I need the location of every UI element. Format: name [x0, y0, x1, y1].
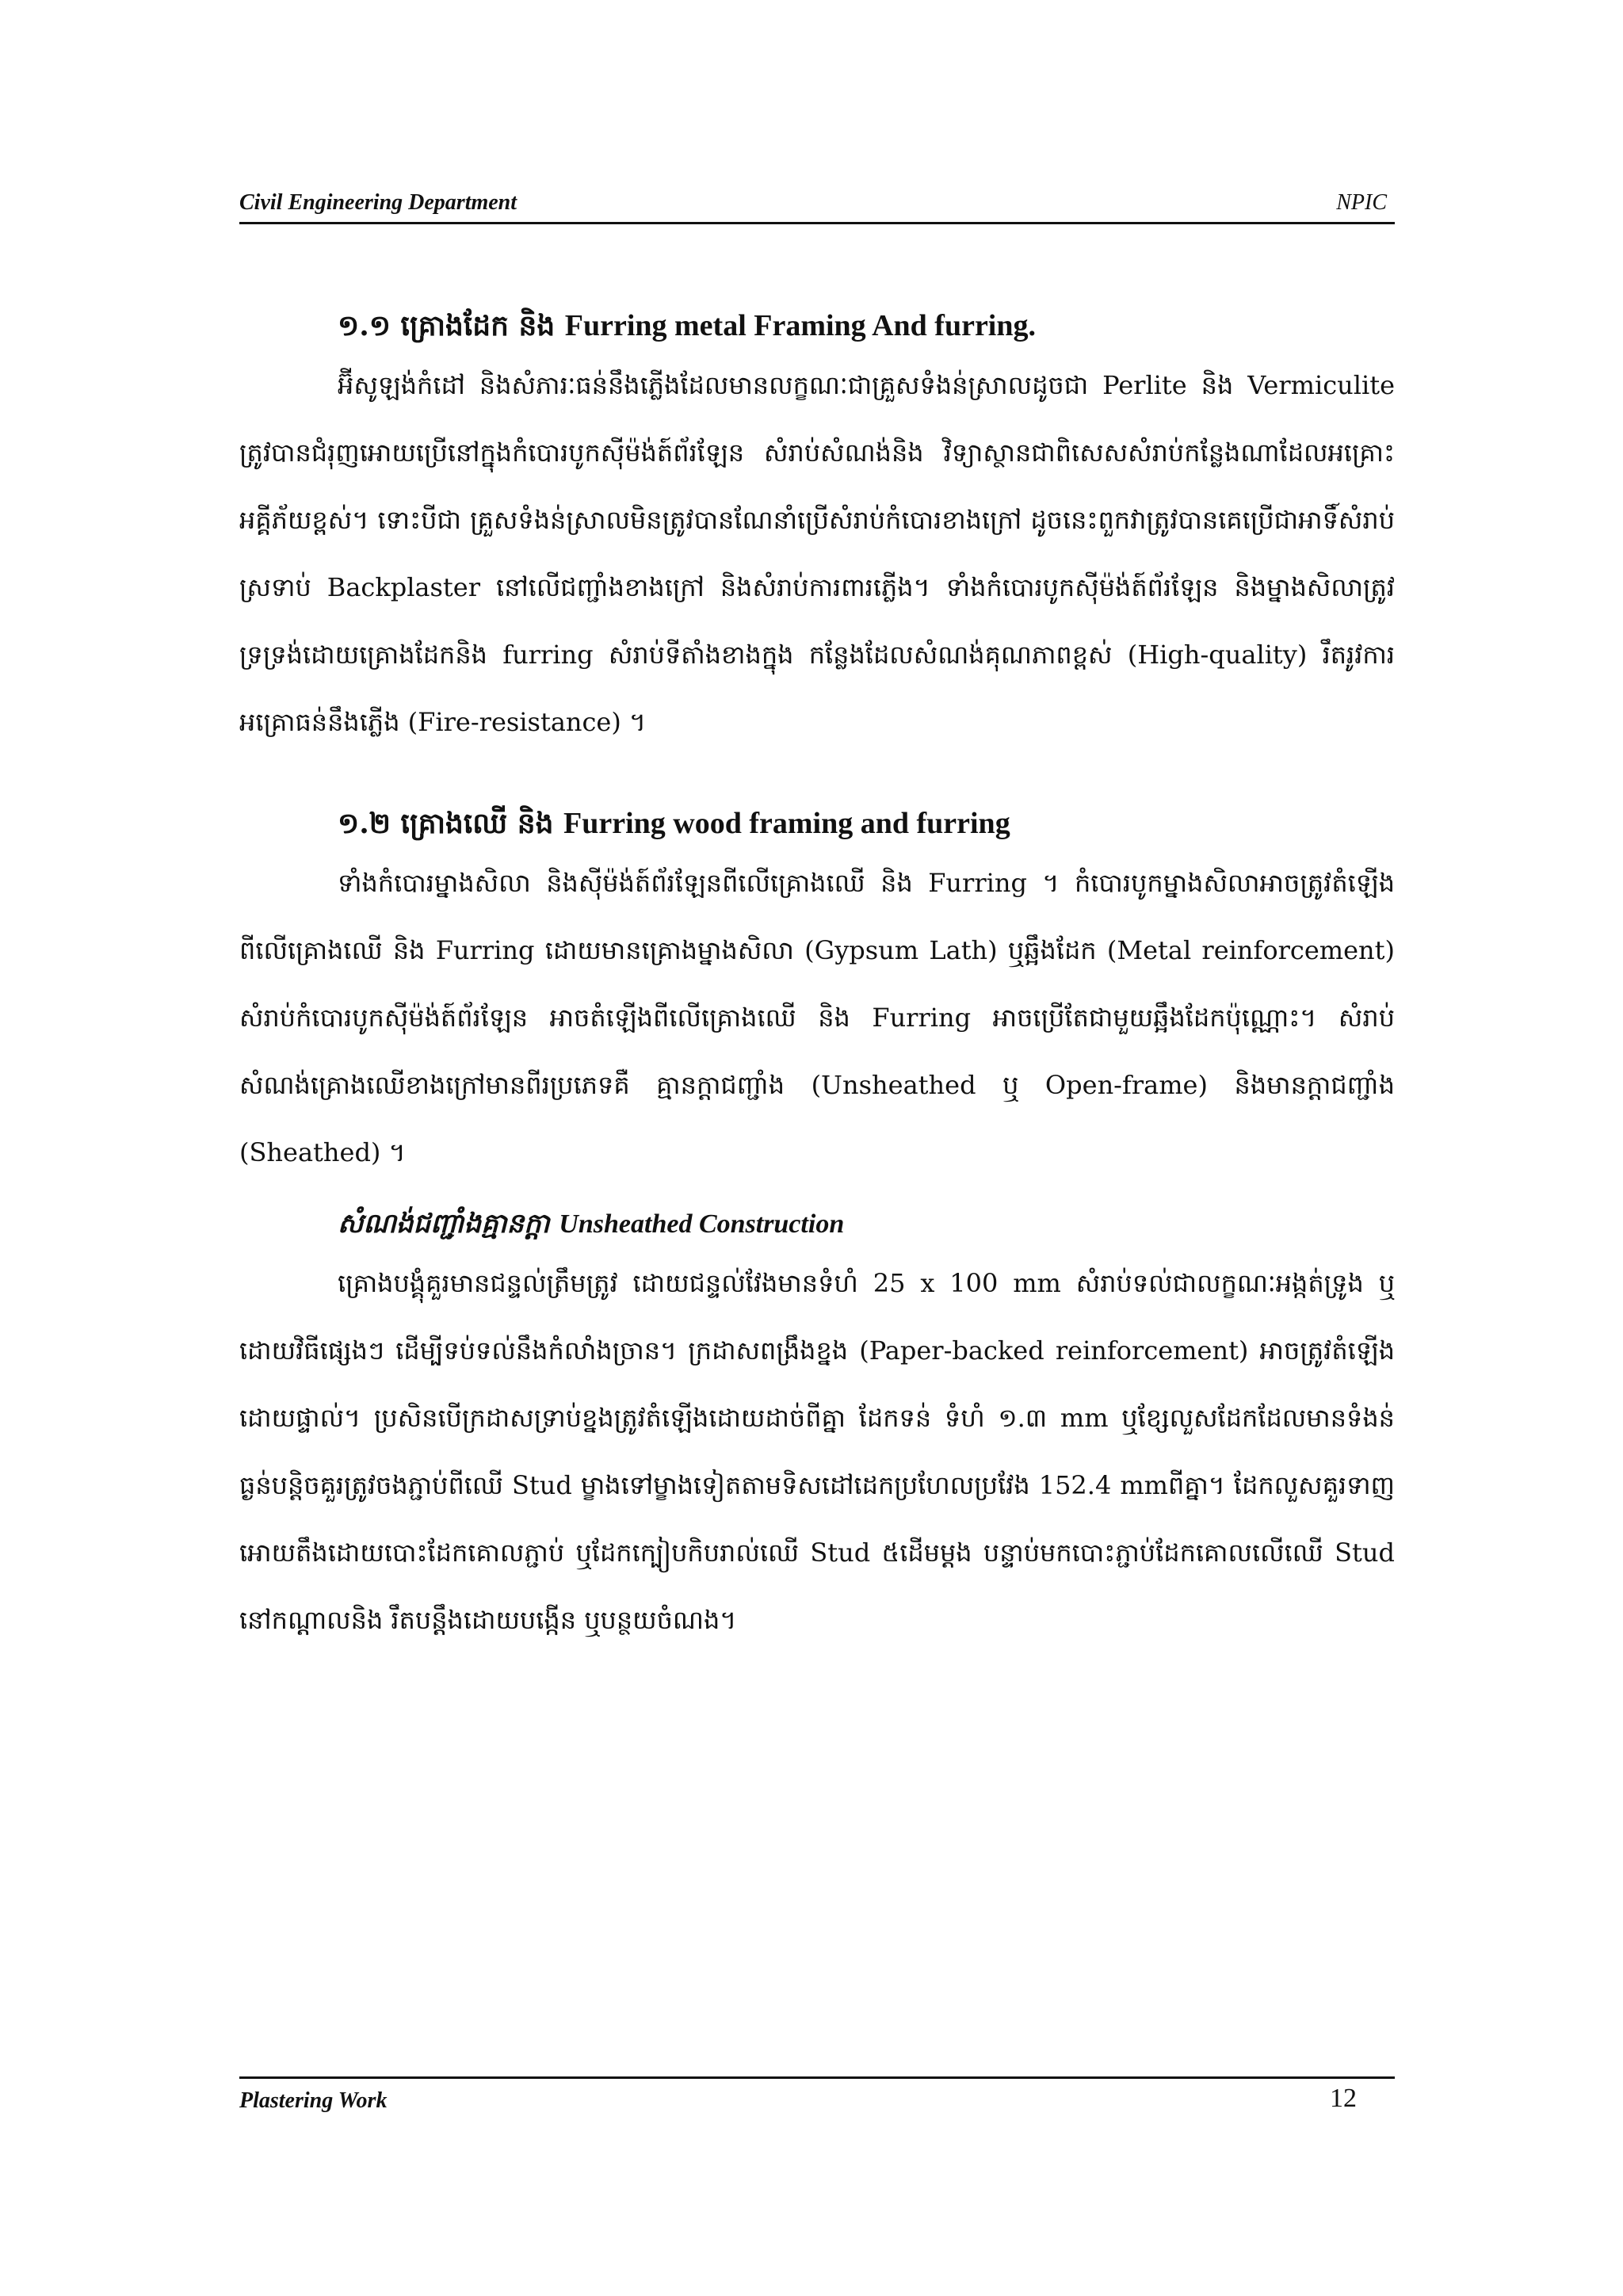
section-1-1-heading-en: Furring metal Framing And furring.: [564, 309, 1037, 342]
page-number: 12: [1330, 2084, 1357, 2113]
section-1-1-body: អ៊ីសូឡង់កំដៅ និងសំភារៈធន់នឹងភ្លើងដែលមានលក្ខណៈជាគ្រួសទំងន់ស្រាលដូចជា Perlite និង Vermiculite ត្រូវបានជំរុញអោយប្រើនៅក្នុងកំបោរបូកស៊ីម៉ង់ត៍ព័រឡែន សំរាប់សំណង់និង វិទ្យាស្ថានជាពិសេសសំរាប់កន្លែងណាដែលអគ្រោះអគ្គីភ័យខ្ពស់។ ទោះបីជា គ្រួសទំងន់ស្រាលមិនត្រូវបានណែនាំប្រើសំរាប់កំបោរខាងក្រៅ ដូចនេះពួកវាត្រូវបានគេប្រើជាអាទិ៍សំរាប់ស្រទាប់ Backplaster នៅលើជញ្ជាំងខាងក្រៅ និងសំរាប់ការពារភ្លើង។ ទាំងកំបោរបូកស៊ីម៉ង់ត៍ព័រឡែន និងម្នាងសិលាត្រូវទ្រទ្រង់ដោយគ្រោងដែកនិង furring សំរាប់ទីតាំងខាងក្នុង កន្លែងដែលសំណង់គុណភាពខ្ពស់ (High-quality) រឹតរូវការអគ្រោធន់នឹងភ្លើង (Fire-resistance) ។: [239, 370, 1395, 737]
page-content: [239, 300, 1395, 1654]
footer-title: Plastering Work: [239, 2088, 388, 2113]
page-header: [239, 190, 1395, 224]
header-department: Civil Engineering Department: [239, 190, 517, 215]
section-1-1-heading: [338, 300, 1395, 352]
section-1-2-body: ទាំងកំបោរម្នាងសិលា និងស៊ីម៉ង់ត៍ព័រឡែនពីលើគ្រោងឈើ និង Furring ។ កំបោរបូកម្នាងសិលាអាចត្រូវតំឡើងពីលើគ្រោងឈើ និង Furring ដោយមានគ្រោងម្នាងសិលា (Gypsum Lath) ឬឆ្អឹងដែក (Metal reinforcement) សំរាប់កំបោរបូកស៊ីម៉ង់ត៍ព័រឡែន អាចតំឡើងពីលើគ្រោងឈើ និង Furring អាចប្រើតែជាមួយឆ្អឹងដែកប៉ុណ្ណោះ។ សំរាប់សំណង់គ្រោងឈើខាងក្រៅមានពីរប្រភេទគឺ គ្មានក្ដាជញ្ជាំង (Unsheathed ឬ Open-frame) និងមានក្ដាជញ្ជាំង (Sheathed) ។: [239, 868, 1396, 1167]
page-footer: [239, 2076, 1395, 2126]
section-1-2-heading-km: ១.២ គ្រោងឈើ និង: [338, 807, 554, 840]
header-institution: NPIC: [1336, 190, 1387, 215]
unsheathed-heading: [338, 1198, 1395, 1250]
unsheathed-body: គ្រោងបង្គុំគួរមានជន្ទល់ត្រឹមត្រូវ ដោយជន្ទល់វែងមានទំហំ 25 x 100 mm សំរាប់ទល់ជាលក្ខណៈអង្កត់ទ្រូង ឬដោយវិធីផ្សេងៗ ដើម្បីទប់ទល់នឹងកំលាំងច្រាន។ ក្រដាសពង្រឹងខ្នង (Paper-backed reinforcement) អាចត្រូវតំឡើងដោយផ្ទាល់។ ប្រសិនបើក្រដាសទ្រាប់ខ្នងត្រូវតំឡើងដោយដាច់ពីគ្នា ដែកទន់ ទំហំ ១.៣ mm ឬខ្សែលួសដែកដែលមានទំងន់ធ្ងន់បន្តិចគួរត្រូវចងភ្ជាប់ពីឈើ Stud ម្ខាងទៅម្ខាងទៀតតាមទិសដៅដេកប្រហែលប្រវែង 152.4 mmពីគ្នា។ ដែកលួសគួរទាញអោយតឹងដោយបោះដែកគោលភ្ជាប់ ឬដែកក្បៀបកិបរាល់ឈើ Stud ៥ដើមម្ដង បន្ទាប់មកបោះភ្ជាប់ដែកគោលលើឈើ Stud នៅកណ្ដាលនិង រឹតបន្តឹងដោយបង្កើន ឬបន្ថយចំណង។: [239, 1268, 1395, 1635]
section-1-2-heading: [338, 797, 1395, 850]
unsheathed-heading-km: សំណង់ជញ្ជាំងគ្មានក្ដា: [338, 1208, 550, 1240]
unsheathed-heading-en: Unsheathed Construction: [559, 1209, 845, 1239]
section-1-2-heading-en: Furring wood framing and furring: [563, 807, 1010, 840]
section-1-1-heading-km: ១.១ គ្រោងដែក និង: [338, 309, 556, 342]
